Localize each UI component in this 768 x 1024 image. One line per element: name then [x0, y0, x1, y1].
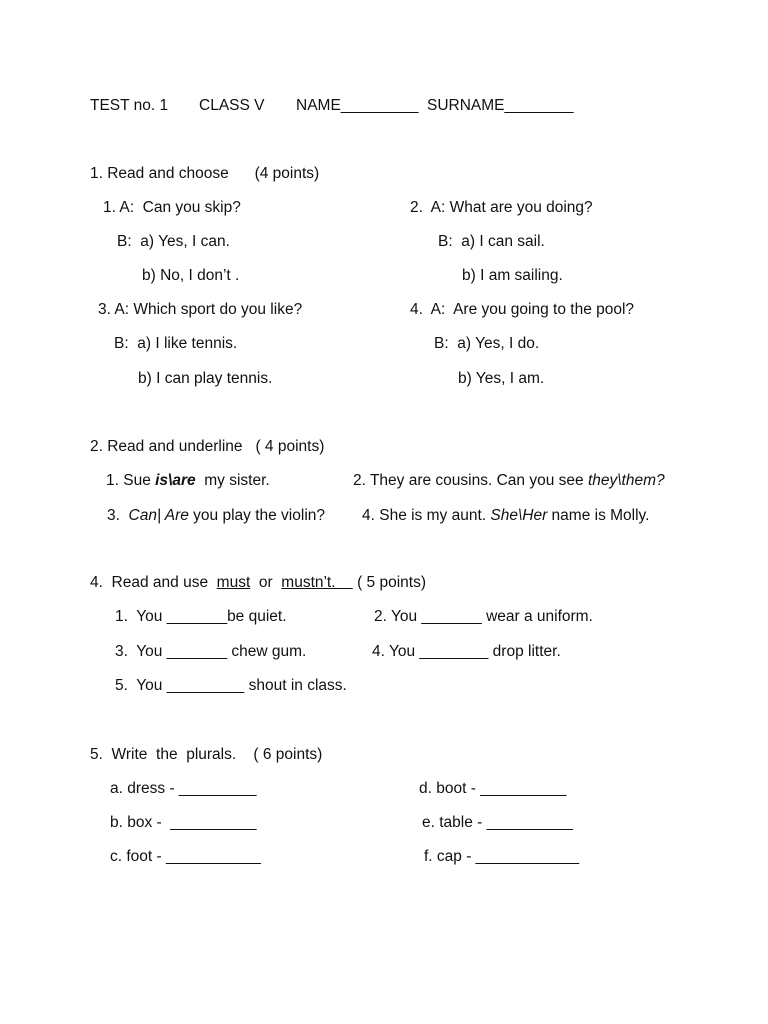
- ex2-s3-pre: 3.: [107, 507, 129, 524]
- ex4-heading-pre: 4. Read and use: [90, 574, 217, 591]
- ex2-sentence-2: [353, 471, 665, 491]
- ex1-q2-option-a: B: a) I can sail.: [438, 233, 545, 250]
- ex1-q2-question: 2. A: What are you doing?: [410, 199, 593, 216]
- ex4-item-2: 2. You _______ wear a uniform.: [374, 608, 593, 625]
- ex1-q4-question: 4. A: Are you going to the pool?: [410, 301, 635, 318]
- ex1-q3-option-b: b) I can play tennis.: [138, 370, 273, 387]
- ex1-q1-question: 1. A: Can you skip?: [103, 199, 241, 216]
- ex2-s1-post: my sister.: [195, 472, 270, 489]
- ex2-s4-pre: 4. She is my aunt.: [362, 507, 491, 524]
- ex2-s2-choice: they\them?: [587, 472, 665, 489]
- ex4-item-3: 3. You _______ chew gum.: [115, 643, 307, 660]
- class-label: CLASS V: [199, 97, 265, 114]
- ex2-s3-choice: Can| Are: [128, 507, 189, 524]
- ex5-item-b: b. box - __________: [110, 814, 257, 831]
- ex5-item-d: d. boot - __________: [419, 780, 567, 797]
- ex1-q4-option-b: b) Yes, I am.: [458, 370, 545, 387]
- ex5-item-f: f. cap - ____________: [424, 848, 580, 865]
- ex4-or-word: or: [250, 574, 282, 591]
- ex5-item-e: e. table - __________: [422, 814, 573, 831]
- ex1-q2-option-b: b) I am sailing.: [462, 267, 563, 284]
- ex4-mustnt-word: mustn’t.: [281, 574, 353, 591]
- ex1-q4-option-a: B: a) Yes, I do.: [434, 335, 540, 352]
- ex5-item-c: c. foot - ___________: [110, 848, 261, 865]
- exercise-4-heading: [90, 573, 426, 593]
- ex2-s4-choice: She\Her: [490, 507, 548, 524]
- ex1-q1-option-a: B: a) Yes, I can.: [117, 233, 230, 250]
- ex2-sentence-1: [106, 471, 270, 491]
- ex2-s3-post: you play the violin?: [188, 507, 325, 524]
- ex4-must-word: must: [216, 574, 251, 591]
- ex5-item-a: a. dress - _________: [110, 780, 257, 797]
- ex2-sentence-3: [107, 506, 325, 526]
- ex4-item-5: 5. You _________ shout in class.: [115, 677, 347, 694]
- exercise-1-heading: 1. Read and choose (4 points): [90, 165, 320, 182]
- ex2-s2-pre: 2. They are cousins. Can you see: [353, 472, 588, 489]
- ex2-s1-choice: is\are: [155, 472, 196, 489]
- ex2-s1-pre: 1. Sue: [106, 472, 156, 489]
- ex4-item-4: 4. You ________ drop litter.: [372, 643, 561, 660]
- name-field: NAME_________: [296, 97, 419, 114]
- test-number: TEST no. 1: [90, 97, 169, 114]
- ex1-q3-question: 3. A: Which sport do you like?: [98, 301, 303, 318]
- ex2-s4-post: name is Molly.: [547, 507, 650, 524]
- ex1-q1-option-b: b) No, I don’t .: [142, 267, 240, 284]
- ex4-item-1: 1. You _______be quiet.: [115, 608, 287, 625]
- ex2-sentence-4: [362, 506, 649, 526]
- exercise-5-heading: 5. Write the plurals. ( 6 points): [90, 746, 323, 763]
- exercise-2-heading: 2. Read and underline ( 4 points): [90, 438, 325, 455]
- ex1-q3-option-a: B: a) I like tennis.: [114, 335, 238, 352]
- ex4-heading-post: ( 5 points): [352, 574, 427, 591]
- surname-field: SURNAME________: [427, 97, 574, 114]
